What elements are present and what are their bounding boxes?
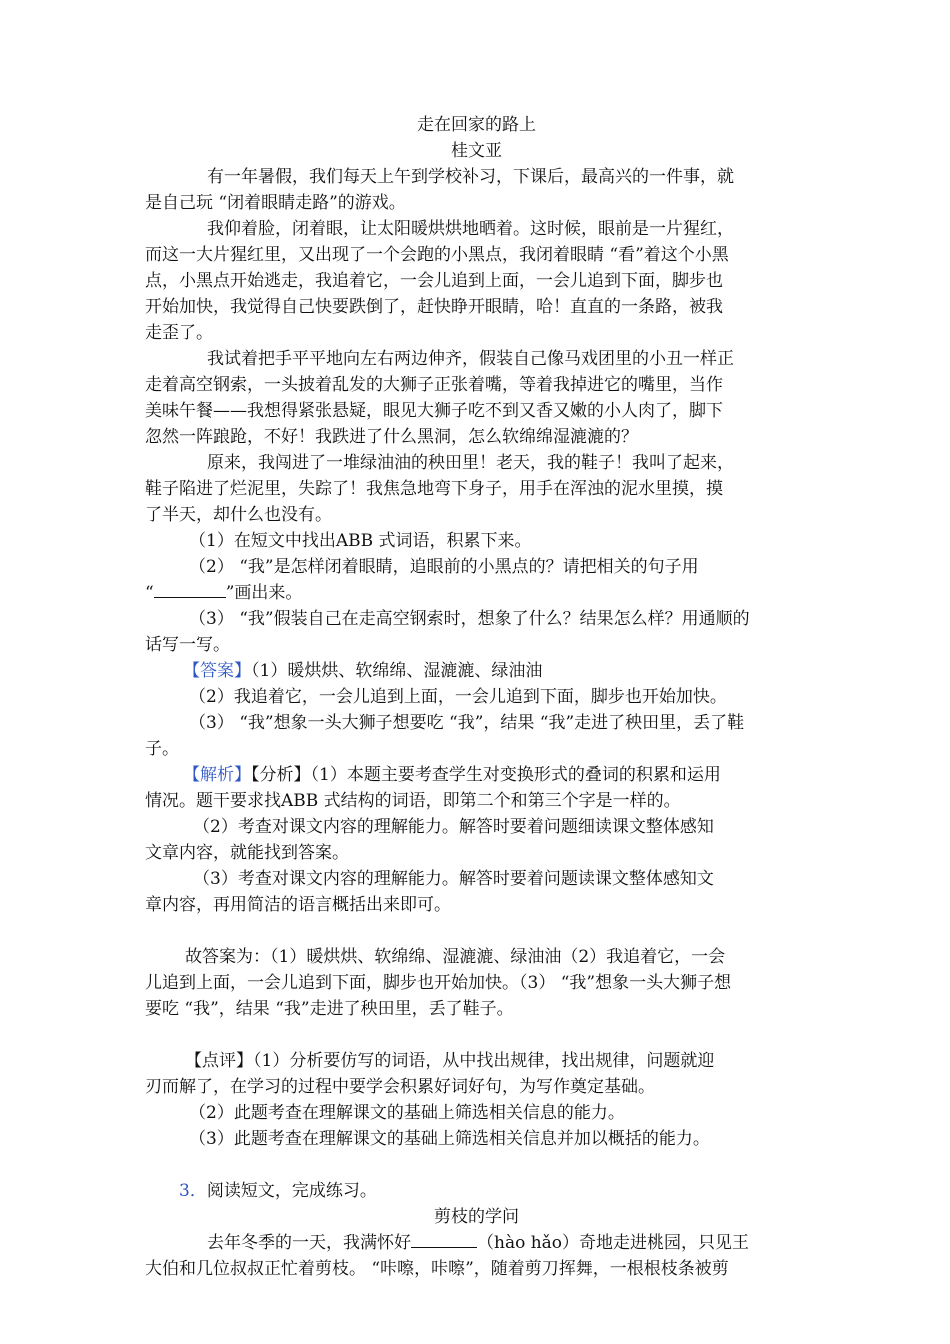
passage-2-line: 大伯和几位叔叔正忙着剪枝。 “咔嚓，咔嚓”，随着剪刀挥舞，一根根枝条被剪 xyxy=(145,1259,729,1279)
comment-line: 【点评】（1）分析要仿写的词语，从中找出规律，找出规律，问题就迎 xyxy=(185,1051,715,1071)
comment-line: （3）此题考查在理解课文的基础上筛选相关信息并加以概括的能力。 xyxy=(189,1129,710,1149)
question-2: （2） “我”是怎样闭着眼睛，追眼前的小黑点的？请把相关的句子用 xyxy=(189,557,699,577)
question-next-heading xyxy=(179,1178,377,1204)
answer-3: （3） “我”想象一头大狮子想要吃 “我”，结果 “我”走进了秧田里，丢了鞋 xyxy=(189,713,745,733)
paragraph-line: 我仰着脸，闭着眼，让太阳暖烘烘地晒着。这时候，眼前是一片猩红， xyxy=(207,219,734,239)
paragraph-line: 点，小黑点开始逃走，我追着它，一会儿追到上面，一会儿追到下面，脚步也 xyxy=(145,271,723,291)
analysis-b3-cont: 章内容，再用简洁的语言概括出来即可。 xyxy=(145,895,451,915)
paragraph-line: 是自己玩 “闭着眼睛走路”的游戏。 xyxy=(145,193,406,213)
final-answer-line: 要吃 “我”，结果 “我”走进了秧田里，丢了鞋子。 xyxy=(145,999,514,1019)
analysis-line-2: 情况。题干要求找ABB 式结构的词语，即第二个和第三个字是一样的。 xyxy=(145,791,681,811)
final-answer-line: 儿追到上面，一会儿追到下面，脚步也开始加快。（3） “我”想象一头大狮子想 xyxy=(145,973,732,993)
paragraph-line: 开始加快，我觉得自己快要跌倒了，赶快睁开眼睛，哈！直直的一条路，被我 xyxy=(145,297,723,317)
passage-title: 走在回家的路上 xyxy=(417,115,536,135)
question-3-cont: 话写一写。 xyxy=(145,635,230,655)
answer-2: （2）我追着它，一会儿追到上面，一会儿追到下面，脚步也开始加快。 xyxy=(189,687,727,707)
paragraph-line: 鞋子陷进了烂泥里，失踪了！我焦急地弯下身子，用手在浑浊的泥水里摸，摸 xyxy=(145,479,723,499)
underline-blank xyxy=(154,583,226,598)
analysis-b2: （2）考查对课文内容的理解能力。解答时要着问题细读课文整体感知 xyxy=(193,817,714,837)
answer-1: （1）暖烘烘、软绵绵、湿漉漉、绿油油 xyxy=(251,661,543,681)
passage-author: 桂文亚 xyxy=(451,141,502,161)
underline-blank xyxy=(411,1233,477,1248)
analysis-b2-cont: 文章内容，就能找到答案。 xyxy=(145,843,349,863)
paragraph-line: 有一年暑假，我们每天上午到学校补习，下课后，最高兴的一件事，就 xyxy=(207,167,734,187)
passage-2-title: 剪枝的学问 xyxy=(434,1207,519,1227)
question-3: （3） “我”假装自己在走高空钢索时，想象了什么？结果怎么样？用通顺的 xyxy=(189,609,750,629)
paragraph-line: 走歪了。 xyxy=(145,323,213,343)
paragraph-line: 我试着把手平平地向左右两边伸齐，假装自己像马戏团里的小丑一样正 xyxy=(207,349,734,369)
answer-3-cont: 子。 xyxy=(145,739,179,759)
analysis-lead: 【分析】（1）本题主要考查学生对变换形式的叠词的积累和运用 xyxy=(251,765,721,785)
question-2-cont xyxy=(145,580,302,606)
paragraph-line: 美味午餐——我想得紧张悬疑，眼见大狮子吃不到又香又嫩的小人肉了，脚下 xyxy=(145,401,723,421)
analysis-tag: 【解析】 xyxy=(183,765,251,785)
analysis-b3: （3）考查对课文内容的理解能力。解答时要着问题读课文整体感知文 xyxy=(193,869,714,889)
passage-2-text-b: （hào hǎo）奇地走进桃园，只见王 xyxy=(477,1233,750,1253)
passage-2-line xyxy=(207,1230,749,1256)
comment-line: （2）此题考查在理解课文的基础上筛选相关信息的能力。 xyxy=(189,1103,625,1123)
question-number: 3． xyxy=(179,1181,207,1201)
question-next-text: 阅读短文，完成练习。 xyxy=(206,1181,377,1201)
quote-open: “ xyxy=(145,583,154,603)
paragraph-line: 忽然一阵踉跄，不好！我跌进了什么黑洞，怎么软绵绵湿漉漉的？ xyxy=(145,427,638,447)
final-answer-line: 故答案为：（1）暖烘烘、软绵绵、湿漉漉、绿油油（2）我追着它，一会 xyxy=(185,947,726,967)
paragraph-line: 而这一大片猩红里，又出现了一个会跑的小黑点，我闭着眼睛 “看”着这个小黑 xyxy=(145,245,729,265)
paragraph-line: 走着高空钢索，一头披着乱发的大狮子正张着嘴，等着我掉进它的嘴里，当作 xyxy=(145,375,723,395)
passage-2-text-a: 去年冬季的一天，我满怀好 xyxy=(207,1233,411,1253)
question-1: （1）在短文中找出ABB 式词语，积累下来。 xyxy=(189,531,532,551)
analysis-line xyxy=(183,762,721,788)
paragraph-line: 原来，我闯进了一堆绿油油的秧田里！老天，我的鞋子！我叫了起来， xyxy=(207,453,734,473)
paragraph-line: 了半天，却什么也没有。 xyxy=(145,505,332,525)
comment-line: 刃而解了，在学习的过程中要学会积累好词好句，为写作奠定基础。 xyxy=(145,1077,655,1097)
answer-line xyxy=(183,658,542,684)
answer-tag: 【答案】 xyxy=(183,661,251,681)
quote-close-text: ”画出来。 xyxy=(225,583,303,603)
